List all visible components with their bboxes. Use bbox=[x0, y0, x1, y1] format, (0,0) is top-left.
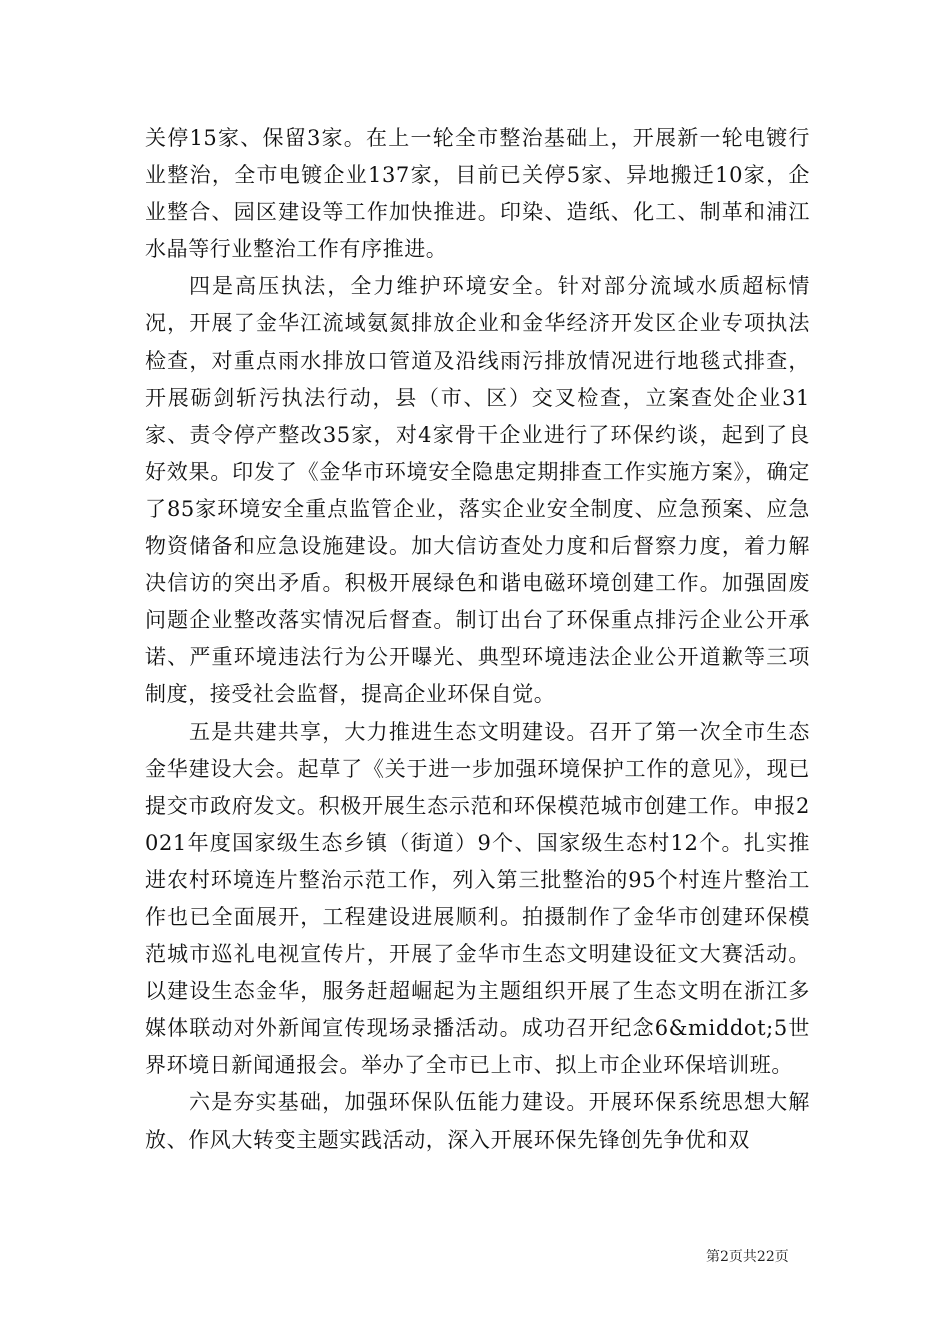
paragraph-ecological-civilization: 五是共建共享，大力推进生态文明建设。召开了第一次全市生态金华建设大会。起草了《关于进一步加强环境保护工作的意见》，现已提交市政府发文。积极开展生态示范和环保模范城市创建工作。申报2021年度国家级生态乡镇（街道）9个、国家级生态村12个。扎实推进农村环境连片整治示范工作，列入第三批整治的95个村连片整治工作也已全面展开，工程建设进展顺利。拍摄制作了金华市创建环保模范城市巡礼电视宣传片，开展了金华市生态文明建设征文大赛活动。以建设生态金华，服务赶超崛起为主题组织开展了生态文明在浙江多媒体联动对外新闻宣传现场录播活动。成功召开纪念6&middot;5世界环境日新闻通报会。举办了全市已上市、拟上市企业环保培训班。 bbox=[145, 719, 810, 1078]
paragraph-team-building: 六是夯实基础，加强环保队伍能力建设。开展环保系统思想大解放、作风大转变主题实践活动，深入开展环保先锋创先争优和双 bbox=[145, 1090, 810, 1152]
paragraph-enforcement: 四是高压执法，全力维护环境安全。针对部分流域水质超标情况，开展了金华江流域氨氮排放企业和金华经济开发区企业专项执法检查，对重点雨水排放口管道及沿线雨污排放情况进行地毯式排查，开展砺剑斩污执法行动，县（市、区）交叉检查，立案查处企业31家、责令停产整改35家，对4家骨干企业进行了环保约谈，起到了良好效果。印发了《金华市环境安全隐患定期排查工作实施方案》，确定了85家环境安全重点监管企业，落实企业安全制度、应急预案、应急物资储备和应急设施建设。加大信访查处力度和后督察力度，着力解决信访的突出矛盾。积极开展绿色和谐电磁环境创建工作。加强固废问题企业整改落实情况后督查。制订出台了环保重点排污企业公开承诺、严重环境违法行为公开曝光、典型环境违法企业公开道歉等三项制度，接受社会监督，提高企业环保自觉。 bbox=[145, 274, 810, 707]
paragraph-continuation: 关停15家、保留3家。在上一轮全市整治基础上，开展新一轮电镀行业整治，全市电镀企业137家，目前已关停5家、异地搬迁10家，企业整合、园区建设等工作加快推进。印染、造纸、化工、制革和浦江水晶等行业整治工作有序推进。 bbox=[145, 126, 810, 262]
document-body bbox=[145, 120, 810, 1159]
page-number-footer: 第2页共22页 bbox=[706, 1249, 789, 1265]
